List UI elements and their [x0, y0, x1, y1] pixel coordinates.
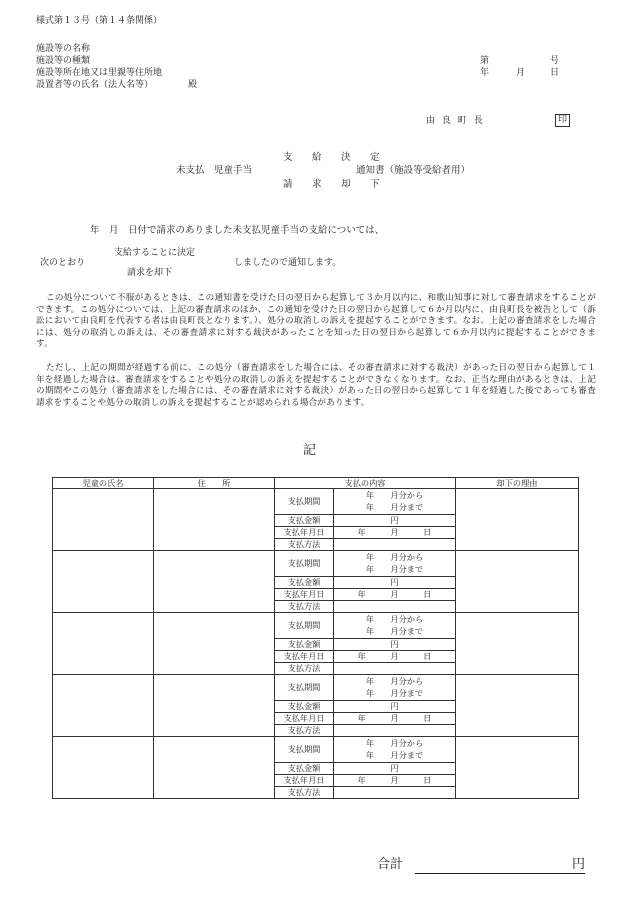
method-value [334, 539, 456, 551]
header-address: 住 所 [154, 478, 275, 489]
reason-cell [456, 551, 579, 613]
period-to: 年 月分まで [365, 749, 424, 760]
choice-lead: 次のとおり [40, 258, 86, 268]
title-option-pay: 支 給 決 定 [283, 152, 385, 163]
total-yen: 円 [572, 857, 586, 872]
intro-sentence: 年 月 日付で請求のありました未支払児童手当の支給については、 [90, 225, 385, 236]
issuer-title: 由 良 町 長 [426, 116, 485, 126]
period-from: 年 月分から [365, 552, 424, 562]
header-reason: 却下の理由 [456, 478, 579, 489]
amount-value: 円 [334, 577, 456, 589]
method-value [334, 601, 456, 613]
facility-name-label: 施設等の名称 [36, 44, 91, 54]
date-value: 年 月 日 [334, 651, 456, 663]
payment-detail-table [52, 477, 579, 799]
address-cell [154, 613, 275, 675]
choice-reject: 請求を却下 [127, 268, 173, 278]
child-name-cell [53, 613, 154, 675]
founder-name-label: 設置者等の氏名（法人名等） [36, 80, 154, 90]
method-label: 支払方法 [275, 787, 334, 799]
period-from: 年 月分から [365, 738, 424, 748]
table-row [53, 737, 579, 763]
method-label: 支払方法 [275, 601, 334, 613]
honorific: 殿 [188, 80, 198, 90]
method-label: 支払方法 [275, 663, 334, 675]
period-value [334, 489, 456, 515]
table-row [53, 551, 579, 577]
choice-tail: しましたので通知します。 [234, 258, 342, 268]
period-value [334, 675, 456, 701]
period-to: 年 月分まで [365, 501, 424, 512]
reason-cell [456, 737, 579, 799]
method-value [334, 663, 456, 675]
date-label: 支払年月日 [275, 651, 334, 663]
header-child-name: 児童の氏名 [53, 478, 154, 489]
child-name-cell [53, 489, 154, 551]
address-cell [154, 737, 275, 799]
child-name-cell [53, 737, 154, 799]
period-from: 年 月分から [365, 490, 424, 500]
date-label: 支払年月日 [275, 527, 334, 539]
table-row [53, 613, 579, 639]
title-option-reject: 請 求 却 下 [283, 179, 385, 190]
appeal-paragraph-2: ただし、上記の期間が経過する前に、この処分（審査請求をした場合には、その審査請求に対する裁決）があった日の翌日から起算して１年を経過した場合は、審査請求をすることや処分の取消しの訴えを提起することができなくなります。なお、正当な理由があるときは、上記の期間やこの処分（審査請求をした場合には、その審査請求に対する裁決）があった日の翌日から起算して１年を経過した後であっても審査請求をすることや処分の取消しの訴えを提起することが認められる場合があります。 [36, 363, 596, 408]
date-label: 支払年月日 [275, 589, 334, 601]
facility-address-label: 施設等所在地又は里親等住所地 [36, 68, 163, 78]
method-value [334, 725, 456, 737]
amount-label: 支払金額 [275, 763, 334, 775]
reason-cell [456, 675, 579, 737]
date-label: 支払年月日 [275, 775, 334, 787]
period-label: 支払期間 [275, 613, 334, 639]
address-cell [154, 675, 275, 737]
doc-number-dai: 第 [480, 56, 490, 66]
date-value: 年 月 日 [334, 527, 456, 539]
address-cell [154, 489, 275, 551]
date-value: 年 月 日 [334, 713, 456, 725]
doc-number-go: 号 [550, 56, 560, 66]
doc-date-day: 日 [550, 68, 560, 78]
period-value [334, 737, 456, 763]
facility-type-label: 施設等の種類 [36, 56, 91, 66]
child-name-cell [53, 675, 154, 737]
period-to: 年 月分まで [365, 625, 424, 636]
date-label: 支払年月日 [275, 713, 334, 725]
period-value [334, 551, 456, 577]
reason-cell [456, 613, 579, 675]
period-to: 年 月分まで [365, 687, 424, 698]
date-value: 年 月 日 [334, 775, 456, 787]
period-value [334, 613, 456, 639]
amount-value: 円 [334, 763, 456, 775]
period-label: 支払期間 [275, 737, 334, 763]
choice-pay: 支給することに決定 [114, 248, 196, 258]
title-suffix: 通知書（施設等受給者用） [356, 165, 471, 176]
appeal-paragraph-1: この処分について不服があるときは、この通知書を受けた日の翌日から起算して３か月以内に、和歌山知事に対して審査請求をすることができます。この処分については、上記の審査請求のほか、この通知を受けた日の翌日から起算して６か月以内に、由良町長を被告として（訴訟において由良町を代表する者は由良町長となります。）、処分の取消しの訴えを提起することができます。なお、上記の審査請求をした場合には、処分の取消しの訴えは、その審査請求に対する裁決があったことを知った日の翌日から起算して６か月以内に提起することができます。 [36, 293, 596, 350]
period-label: 支払期間 [275, 489, 334, 515]
amount-value: 円 [334, 701, 456, 713]
period-label: 支払期間 [275, 675, 334, 701]
period-to: 年 月分まで [365, 563, 424, 574]
child-name-cell [53, 551, 154, 613]
method-label: 支払方法 [275, 725, 334, 737]
period-label: 支払期間 [275, 551, 334, 577]
amount-label: 支払金額 [275, 701, 334, 713]
title-prefix: 未支払 児童手当 [176, 165, 253, 176]
reason-cell [456, 489, 579, 551]
amount-value: 円 [334, 515, 456, 527]
method-value [334, 787, 456, 799]
period-from: 年 月分から [365, 676, 424, 686]
method-label: 支払方法 [275, 539, 334, 551]
date-value: 年 月 日 [334, 589, 456, 601]
seal-mark: 印 [555, 114, 570, 127]
amount-label: 支払金額 [275, 577, 334, 589]
amount-label: 支払金額 [275, 515, 334, 527]
period-from: 年 月分から [365, 614, 424, 624]
doc-date-year: 年 [480, 68, 490, 78]
total-amount-line [415, 873, 585, 874]
table-row [53, 489, 579, 515]
ki-heading: 記 [303, 443, 317, 458]
amount-value: 円 [334, 639, 456, 651]
address-cell [154, 551, 275, 613]
doc-date-month: 月 [516, 68, 526, 78]
amount-label: 支払金額 [275, 639, 334, 651]
form-number: 様式第１３号（第１４条関係） [36, 16, 163, 26]
table-row [53, 675, 579, 701]
header-payment: 支払の内容 [275, 478, 456, 489]
total-label: 合計 [377, 857, 404, 872]
